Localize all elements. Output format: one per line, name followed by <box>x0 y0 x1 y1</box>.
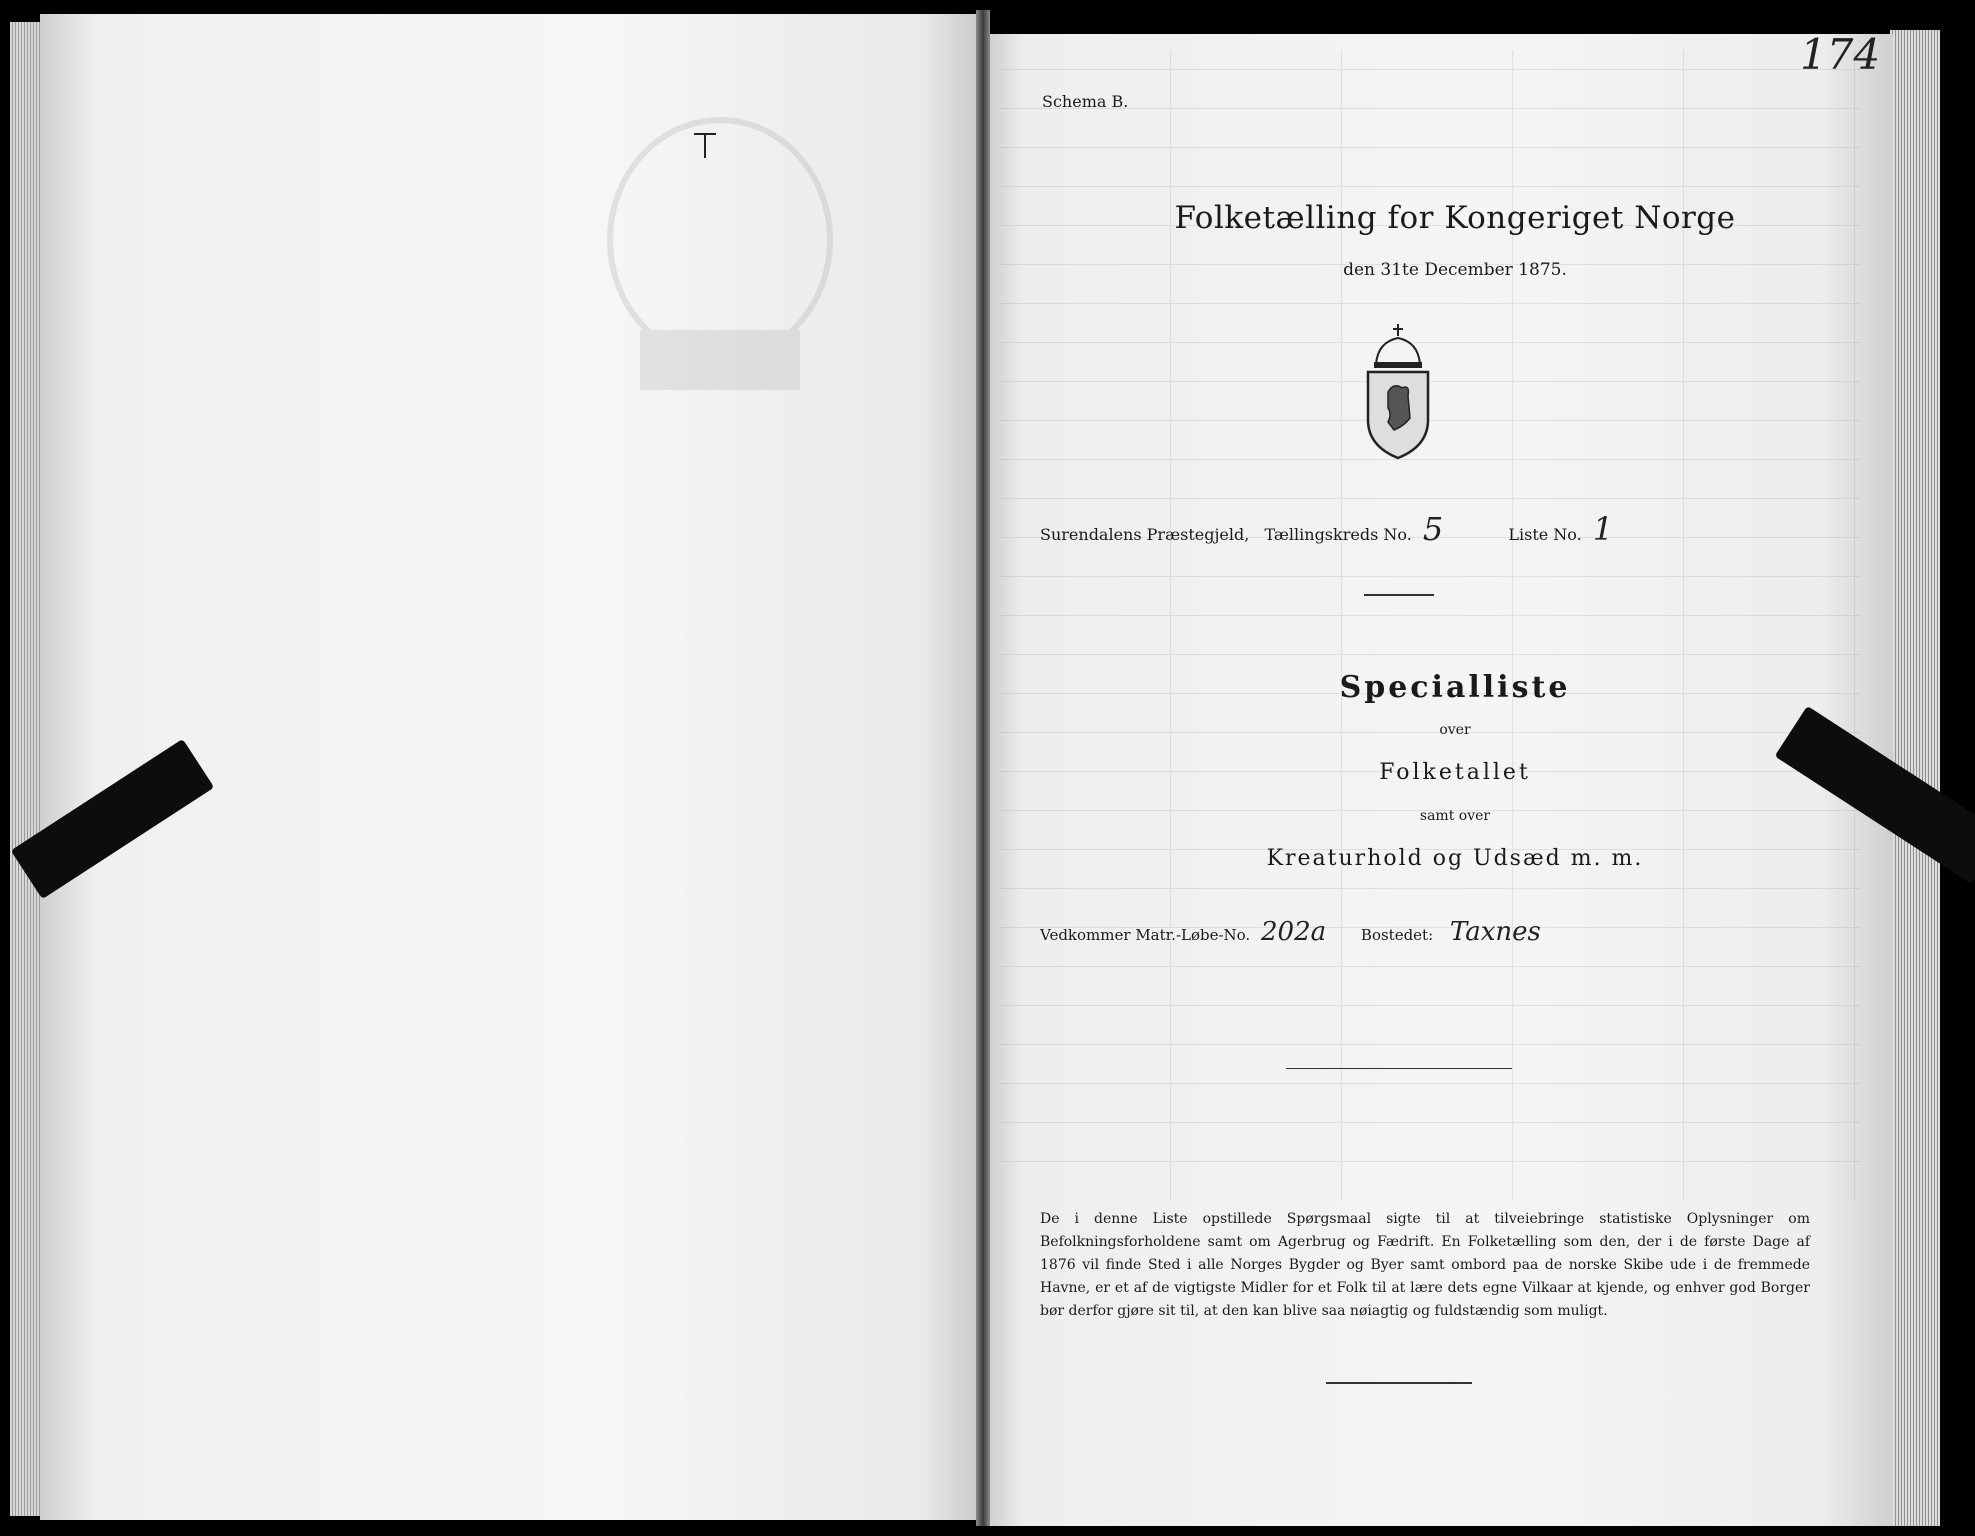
kreds-label: Tællingskreds No. <box>1264 525 1412 544</box>
bostedet-label: Bostedet: <box>1360 926 1434 944</box>
divider-middle <box>1286 1068 1512 1069</box>
schema-label: Schema B. <box>1042 92 1129 111</box>
liste-value: 1 <box>1592 510 1614 548</box>
divider-top <box>1364 594 1434 596</box>
kreaturhold-heading: Kreaturhold og Udsæd m. m. <box>1266 846 1644 871</box>
bostedet-value: Taxnes <box>1449 917 1541 947</box>
specialliste-heading: Specialliste <box>1339 670 1571 705</box>
district-line <box>1040 510 1613 548</box>
document-title: Folketælling for Kongeriget Norge <box>1174 200 1736 236</box>
page-number: 174 <box>1800 30 1881 79</box>
kreds-value: 5 <box>1422 510 1444 548</box>
info-paragraph: De i denne Liste opstillede Spørgsmaal sigte til at tilveiebringe statistiske Oplysninger om Befolkningsforholdene samt om Agerbrug og Fædrift. En Folketælling som den, der i de første Dage af 1876 vil finde Sted i alle Norges Bygder og Byer samt ombord paa de norske Skibe ude i de fremmede Havne, er et af de vigtigste Midler for et Folk til at lære dets egne Vilkaar at kjende, og enhver god Borger bør derfor gjøre sit til, at den kan blive saa nøiagtig og fuldstændig som muligt. <box>1040 1211 1810 1319</box>
liste-label: Liste No. <box>1508 525 1582 544</box>
book-gutter <box>976 10 990 1526</box>
divider-bottom <box>1326 1382 1472 1384</box>
samt-over-label: samt over <box>1419 808 1491 824</box>
tu-mark-icon <box>690 128 730 168</box>
document-date: den 31te December 1875. <box>1343 260 1567 280</box>
parish-label: Surendalens Præstegjeld, <box>1040 525 1250 544</box>
matr-label: Vedkommer Matr.-Løbe-No. <box>1040 926 1251 944</box>
over-label: over <box>1439 722 1471 738</box>
coat-of-arms-icon <box>1358 322 1438 462</box>
folketallet-heading: Folketallet <box>1379 760 1531 785</box>
property-line <box>1040 917 1541 947</box>
matr-value: 202a <box>1261 917 1327 947</box>
